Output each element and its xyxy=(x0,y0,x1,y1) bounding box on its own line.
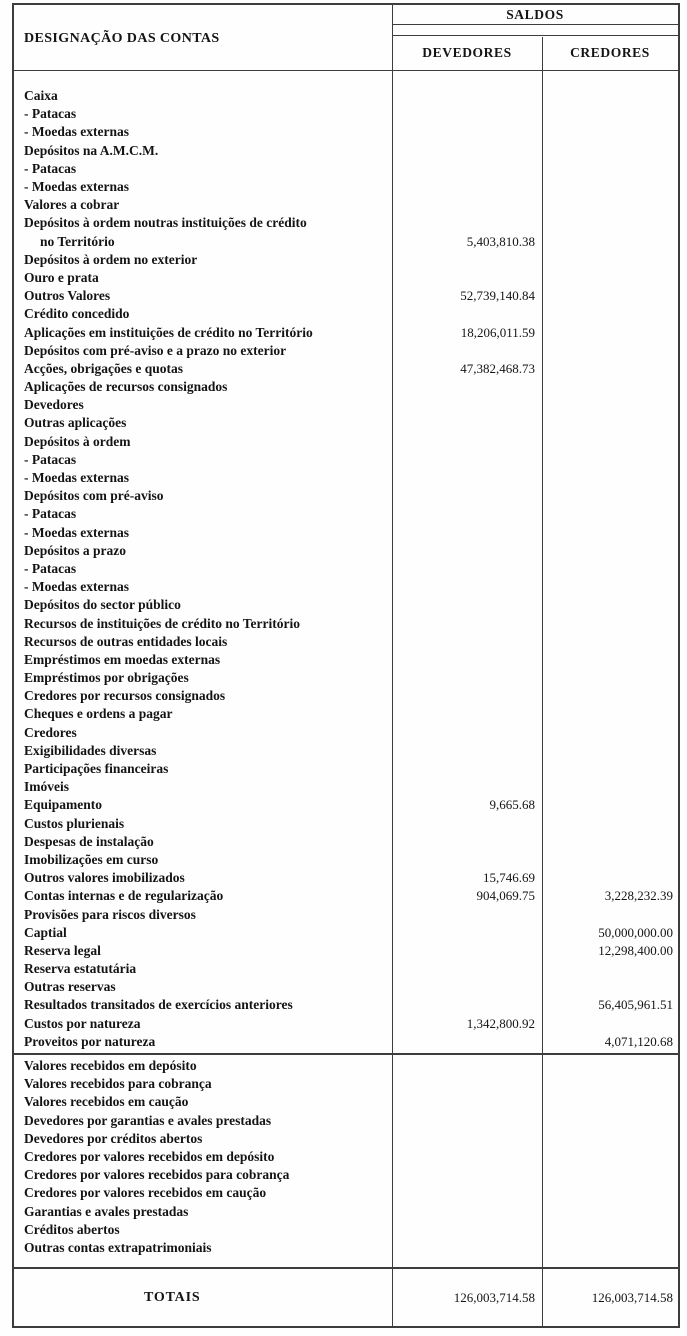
account-label: Valores a cobrar xyxy=(24,197,120,213)
account-label: Outras reservas xyxy=(24,979,116,995)
account-label: Proveitos por natureza xyxy=(24,1033,156,1049)
account-label: Depósitos à ordem xyxy=(24,433,131,449)
account-label: Contas internas e de regularização xyxy=(24,888,224,904)
account-label: Despesas de instalação xyxy=(24,833,154,849)
credores-value: 4,071,120.68 xyxy=(604,1033,673,1049)
account-row xyxy=(14,1033,678,1051)
account-label: - Patacas xyxy=(24,106,77,122)
account-row xyxy=(14,978,678,996)
account-label: Outros valores imobilizados xyxy=(24,870,185,886)
account-row xyxy=(14,596,678,614)
account-row xyxy=(14,760,678,778)
account-label: Credores por valores recebidos para cobrança xyxy=(24,1167,290,1183)
account-label: Recursos de instituições de crédito no Território xyxy=(24,615,300,631)
account-row xyxy=(14,633,678,651)
devedores-value: 18,206,011.59 xyxy=(460,324,535,340)
account-row xyxy=(14,1203,678,1221)
account-row xyxy=(14,542,678,560)
account-label: Depósitos com pré-aviso e a prazo no exterior xyxy=(24,342,287,358)
designation-column-divider xyxy=(392,5,393,1326)
totals-label-cell xyxy=(14,1290,392,1306)
account-row xyxy=(14,214,678,232)
account-row xyxy=(14,287,678,305)
account-row xyxy=(14,524,678,542)
account-row xyxy=(14,487,678,505)
account-row xyxy=(14,996,678,1014)
credores-value: 3,228,232.39 xyxy=(604,888,673,904)
account-row xyxy=(14,560,678,578)
account-label: Outras contas extrapatrimoniais xyxy=(24,1239,212,1255)
credores-header-label: CREDORES xyxy=(570,45,650,60)
saldos-header-label: SALDOS xyxy=(506,6,564,22)
account-row xyxy=(14,1112,678,1130)
account-row xyxy=(14,796,678,814)
account-label: Empréstimos em moedas externas xyxy=(24,651,221,667)
account-row xyxy=(14,1015,678,1033)
account-row xyxy=(14,815,678,833)
account-label: Outras aplicações xyxy=(24,415,127,431)
account-row xyxy=(14,578,678,596)
account-label: Credores por valores recebidos em depósito xyxy=(24,1149,275,1165)
account-row xyxy=(14,123,678,141)
account-row xyxy=(14,105,678,123)
account-label: Participações financeiras xyxy=(24,761,169,777)
account-label: - Moedas externas xyxy=(24,579,129,595)
account-row xyxy=(14,469,678,487)
account-row xyxy=(14,1093,678,1111)
devedores-value: 52,739,140.84 xyxy=(460,288,535,304)
account-label: Depósitos à ordem noutras instituições de crédito xyxy=(24,215,307,231)
devedores-header-label: DEVEDORES xyxy=(422,45,512,60)
totals-credores-value: 126,003,714.58 xyxy=(591,1289,673,1305)
accounts-section-extrapatrimonial xyxy=(14,1055,678,1267)
account-row xyxy=(14,924,678,942)
account-row xyxy=(14,323,678,341)
account-label: Exigibilidades diversas xyxy=(24,742,157,758)
account-row xyxy=(14,1075,678,1093)
account-row xyxy=(14,869,678,887)
account-row xyxy=(14,196,678,214)
account-label: - Moedas externas xyxy=(24,470,129,486)
account-label: Reserva legal xyxy=(24,942,101,958)
account-label: Credores xyxy=(24,724,77,740)
credores-value: 50,000,000.00 xyxy=(598,924,673,940)
account-label: - Moedas externas xyxy=(24,179,129,195)
account-row xyxy=(14,178,678,196)
account-row xyxy=(14,414,678,432)
account-label: Imobilizações em curso xyxy=(24,851,159,867)
account-row xyxy=(14,742,678,760)
account-row xyxy=(14,233,678,251)
devedores-value: 904,069.75 xyxy=(476,888,535,904)
credores-header-cell xyxy=(542,36,678,70)
account-label: Ouro e prata xyxy=(24,269,99,285)
account-label: Acções, obrigações e quotas xyxy=(24,360,183,376)
account-row xyxy=(14,1148,678,1166)
header-spacer-band xyxy=(392,25,678,36)
account-label: - Moedas externas xyxy=(24,524,129,540)
account-row xyxy=(14,305,678,323)
devedores-value: 47,382,468.73 xyxy=(460,360,535,376)
devedores-value: 5,403,810.38 xyxy=(466,233,535,249)
account-label: Depósitos do sector público xyxy=(24,597,181,613)
account-label: - Moedas externas xyxy=(24,124,129,140)
account-label: - Patacas xyxy=(24,560,77,576)
account-row xyxy=(14,942,678,960)
account-label: Valores recebidos em depósito xyxy=(24,1058,197,1074)
credores-value: 56,405,961.51 xyxy=(598,997,673,1013)
account-row xyxy=(14,1057,678,1075)
account-label: Caixa xyxy=(24,88,58,104)
account-row xyxy=(14,87,678,105)
account-label: Equipamento xyxy=(24,797,103,813)
account-label: Créditos abertos xyxy=(24,1221,120,1237)
credores-value: 12,298,400.00 xyxy=(598,942,673,958)
account-label: Custos por natureza xyxy=(24,1015,141,1031)
account-label: Empréstimos por obrigações xyxy=(24,670,189,686)
account-label: Valores recebidos para cobrança xyxy=(24,1076,212,1092)
account-row xyxy=(14,833,678,851)
totals-label: TOTAIS xyxy=(144,1289,201,1305)
account-label: Cheques e ordens a pagar xyxy=(24,706,173,722)
account-row xyxy=(14,433,678,451)
devedores-credores-divider xyxy=(542,37,543,1326)
account-row xyxy=(14,1130,678,1148)
devedores-header-cell xyxy=(392,36,542,70)
account-label: Valores recebidos em caução xyxy=(24,1094,189,1110)
account-row xyxy=(14,505,678,523)
account-label: Devedores por créditos abertos xyxy=(24,1130,203,1146)
account-label: Captial xyxy=(24,924,67,940)
devedores-value: 1,342,800.92 xyxy=(466,1015,535,1031)
header-subcolumns xyxy=(392,36,678,70)
account-row xyxy=(14,905,678,923)
account-row xyxy=(14,378,678,396)
account-label: - Patacas xyxy=(24,451,77,467)
account-label: Credores por recursos consignados xyxy=(24,688,226,704)
account-label: Resultados transitados de exercícios anteriores xyxy=(24,997,293,1013)
account-label: Crédito concedido xyxy=(24,306,130,322)
account-row xyxy=(14,614,678,632)
account-row xyxy=(14,778,678,796)
account-label: Imóveis xyxy=(24,779,69,795)
table-frame xyxy=(12,3,680,1328)
account-row xyxy=(14,269,678,287)
account-row xyxy=(14,1184,678,1202)
account-label: Devedores por garantias e avales prestadas xyxy=(24,1112,272,1128)
account-label: Aplicações de recursos consignados xyxy=(24,379,228,395)
account-row xyxy=(14,142,678,160)
account-row xyxy=(14,160,678,178)
account-label: Garantias e avales prestadas xyxy=(24,1203,189,1219)
account-label: Depósitos na A.M.C.M. xyxy=(24,142,159,158)
account-label: Aplicações em instituições de crédito no Território xyxy=(24,324,313,340)
account-row xyxy=(14,669,678,687)
accounts-section-main xyxy=(14,71,678,1055)
account-label: - Patacas xyxy=(24,160,77,176)
account-label: Depósitos com pré-aviso xyxy=(24,488,164,504)
account-row xyxy=(14,724,678,742)
account-label: Depósitos à ordem no exterior xyxy=(24,251,198,267)
table-header xyxy=(14,5,678,71)
saldos-header-area xyxy=(392,5,678,70)
devedores-value: 15,746.69 xyxy=(483,870,535,886)
account-label: - Patacas xyxy=(24,506,77,522)
account-row xyxy=(14,687,678,705)
account-row xyxy=(14,851,678,869)
account-row xyxy=(14,342,678,360)
account-row xyxy=(14,705,678,723)
account-row xyxy=(14,651,678,669)
account-label: Depósitos a prazo xyxy=(24,542,126,558)
account-label: Provisões para riscos diversos xyxy=(24,906,196,922)
account-label: Recursos de outras entidades locais xyxy=(24,633,228,649)
account-label: Outros Valores xyxy=(24,288,111,304)
account-row xyxy=(14,396,678,414)
account-label: no Território xyxy=(40,233,115,249)
account-row xyxy=(14,251,678,269)
devedores-value: 9,665.68 xyxy=(489,797,535,813)
account-label: Custos plurienais xyxy=(24,815,125,831)
account-label: Reserva estatutária xyxy=(24,961,137,977)
account-row xyxy=(14,451,678,469)
account-row xyxy=(14,960,678,978)
designation-header-label: DESIGNAÇÃO DAS CONTAS xyxy=(24,31,220,46)
account-row xyxy=(14,1221,678,1239)
account-label: Credores por valores recebidos em caução xyxy=(24,1185,267,1201)
totals-devedores-value: 126,003,714.58 xyxy=(453,1289,535,1305)
totals-row xyxy=(14,1267,678,1326)
account-row xyxy=(14,887,678,905)
account-row xyxy=(14,360,678,378)
account-row xyxy=(14,1239,678,1257)
account-label: Devedores xyxy=(24,397,84,413)
saldos-header-cell xyxy=(392,5,678,25)
account-row xyxy=(14,1166,678,1184)
designation-header-cell xyxy=(14,5,392,70)
